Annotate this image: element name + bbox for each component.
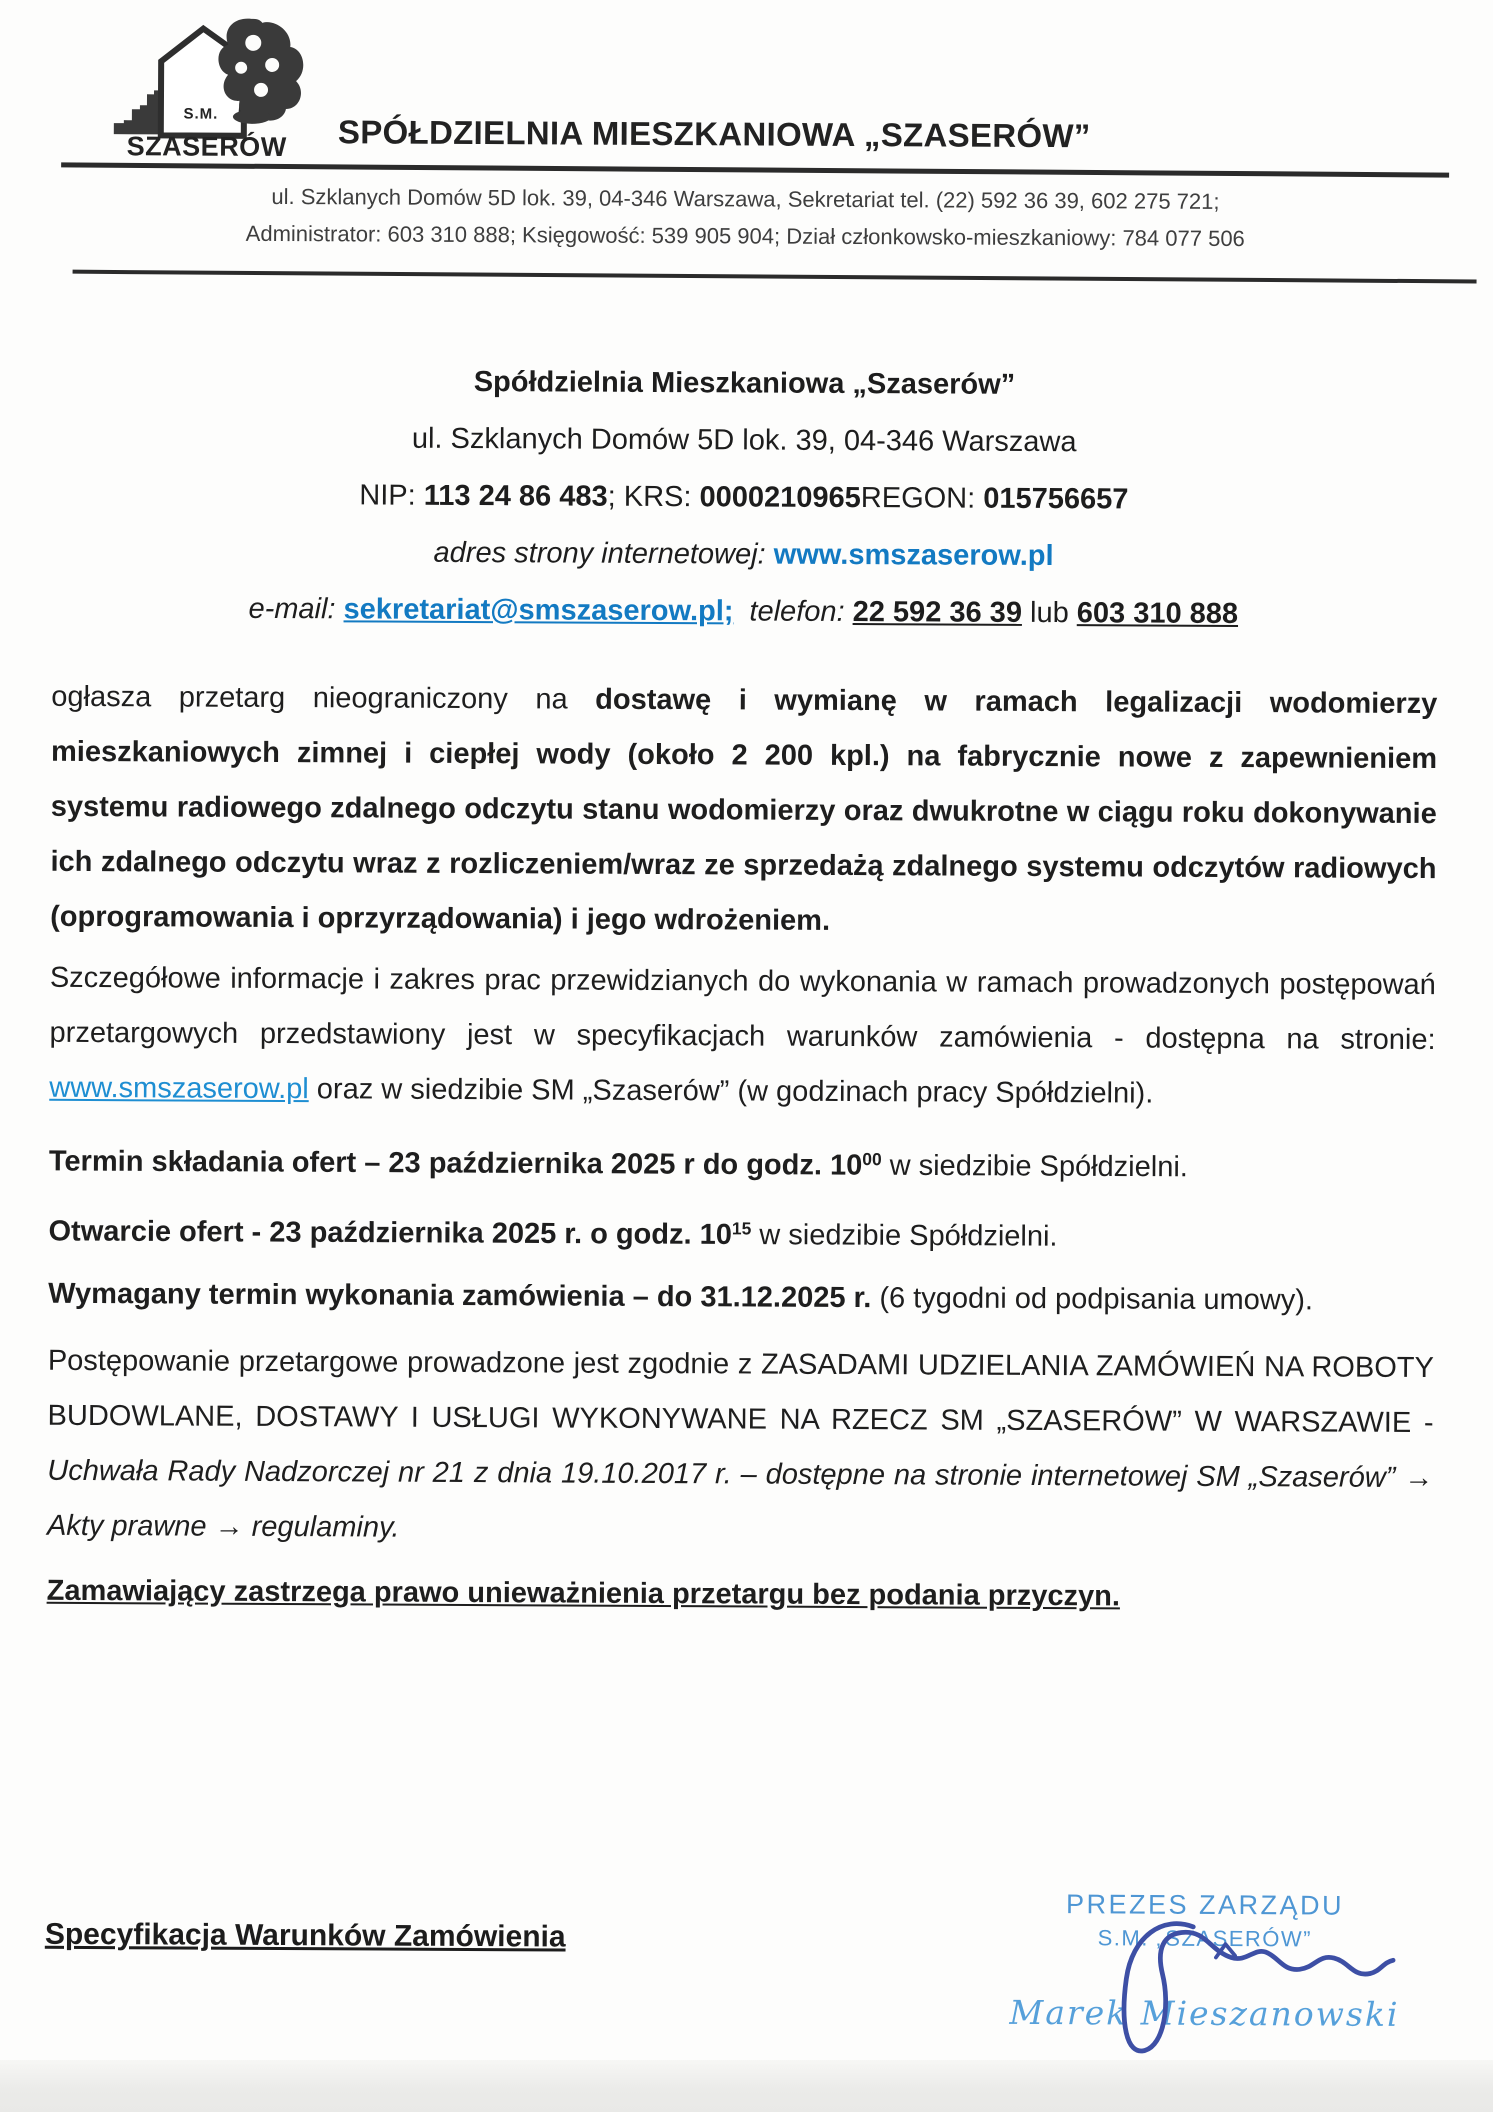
footer-spec-heading: Specyfikacja Warunków Zamówienia bbox=[44, 1917, 566, 1954]
document-body bbox=[47, 670, 1438, 1626]
announcement-intro: ogłasza przetarg nieograniczony na bbox=[51, 680, 596, 716]
stamp-org: S.M. „SZASERÓW” bbox=[1097, 1925, 1313, 1952]
phone-label: telefon: bbox=[749, 595, 853, 629]
opening-time-superscript: 15 bbox=[731, 1217, 752, 1239]
signatory-name: Marek Mieszanowski bbox=[1009, 1992, 1400, 2034]
paragraph-procedure-rules bbox=[47, 1334, 1434, 1561]
org-registry-line bbox=[0, 466, 1491, 531]
completion-regular: (6 tygodni od podpisania umowy). bbox=[871, 1282, 1314, 1317]
organization-title: SPÓŁDZIELNIA MIESZKANIOWA „SZASERÓW” bbox=[337, 113, 1091, 155]
org-name: Spółdzielnia Mieszkaniowa „Szaserów” bbox=[473, 366, 1016, 401]
paragraph-opening bbox=[48, 1197, 1434, 1266]
scan-edge-artifact bbox=[0, 2060, 1493, 2112]
org-info-block bbox=[0, 352, 1491, 645]
org-contact-line bbox=[0, 580, 1490, 645]
email-link[interactable]: sekretariat@smszaserow.pl; bbox=[343, 593, 734, 628]
email-label: e-mail: bbox=[248, 592, 344, 626]
logo-canopy-highlight-2 bbox=[265, 58, 279, 72]
krs-value: 0000210965 bbox=[699, 481, 861, 515]
logo-canopy-highlight-4 bbox=[254, 83, 268, 97]
specs-website-link[interactable]: www.smszaserow.pl bbox=[49, 1071, 309, 1106]
header-divider-bottom bbox=[73, 270, 1477, 284]
krs-label: ; KRS: bbox=[607, 480, 700, 514]
paragraph-completion-deadline bbox=[48, 1267, 1434, 1329]
opening-bold: Otwarcie ofert - 23 października 2025 r. o godz. 10 bbox=[48, 1214, 732, 1251]
paragraph-cancellation-clause bbox=[47, 1564, 1433, 1626]
paragraph-details bbox=[49, 951, 1436, 1123]
org-address: ul. Szklanych Domów 5D lok. 39, 04-346 Warszawa bbox=[411, 422, 1077, 459]
cancellation-clause-text: Zamawiający zastrzega prawo unieważnienia przetargu bez podania przyczyn. bbox=[46, 1574, 1121, 1613]
details-text-before: Szczegółowe informacje i zakres prac przewidzianych do wykonania w ramach prowadzonych postępowań przetargowych przedstawiony jest w specyfikacjach warunków zamówienia - dostępna na stronie: bbox=[49, 961, 1436, 1057]
submission-deadline-bold: Termin składania ofert – 23 października 2025 r do godz. 10 bbox=[48, 1145, 863, 1182]
logo-canopy-highlight-1 bbox=[245, 35, 261, 51]
logo-name-label: SZASERÓW bbox=[126, 131, 287, 163]
details-text-after: oraz w siedzibie SM „Szaserów” (w godzinach pracy Spółdzielni). bbox=[308, 1073, 1154, 1110]
procedure-rules-text: Postępowanie przetargowe prowadzone jest zgodnie z ZASADAMI UDZIELANIA ZAMÓWIEŃ NA ROBOTY BUDOWLANE, DOSTAWY I USŁUGI WYKONYWANE NA RZECZ SM „SZASERÓW” W WARSZAWIE - bbox=[47, 1344, 1434, 1440]
phone-secondary: 603 310 888 bbox=[1076, 597, 1239, 631]
logo-canopy-highlight-3 bbox=[235, 62, 247, 74]
phone-conjunction: lub bbox=[1021, 596, 1077, 630]
signature-main-stroke bbox=[1124, 1923, 1393, 2052]
regon-label: REGON: bbox=[860, 482, 984, 515]
procedure-resolution-reference: Uchwała Rady Nadzorczej nr 21 z dnia 19.10.2017 r. – dostępne na stronie internetowej SM „Szaserów” → Akty prawne → regulaminy. bbox=[46, 1454, 1434, 1544]
paragraph-submission-deadline bbox=[49, 1128, 1435, 1197]
submission-time-superscript: 00 bbox=[862, 1149, 882, 1170]
nip-label: NIP: bbox=[359, 479, 424, 512]
nip-value: 113 24 86 483 bbox=[423, 479, 608, 513]
org-website-line bbox=[0, 523, 1490, 588]
phone-primary: 22 592 36 39 bbox=[852, 596, 1023, 629]
website-label: adres strony internetowej: bbox=[433, 536, 774, 571]
header-address-line1: ul. Szklanych Domów 5D lok. 39, 04-346 Warszawa, Sekretariat tel. (22) 592 36 39, 602 275 721; bbox=[271, 183, 1220, 214]
opening-regular: w siedzibie Spółdzielni. bbox=[751, 1218, 1058, 1253]
website-link[interactable]: www.smszaserow.pl bbox=[773, 538, 1054, 573]
paragraph-announcement bbox=[50, 670, 1437, 952]
announcement-subject: dostawę i wymianę w ramach legalizacji wodomierzy mieszkaniowych zimnej i ciepłej wody (około 2 200 kpl.) na fabrycznie nowe z zapewnieniem systemu radiowego zdalnego odczytu stanu wodomierzy oraz dwukrotne w ciągu roku dokonywanie ich zdalnego odczytu wraz z rozliczeniem/wraz ze sprzedażą zdalnego systemu odczytów radiowych (oprogramowania i oprzyrządowania) i jego wdrożeniem. bbox=[50, 683, 1438, 937]
completion-bold: Wymagany termin wykonania zamówienia – do 31.12.2025 r. bbox=[48, 1277, 872, 1315]
header-address-line2: Administrator: 603 310 888; Księgowość: 539 905 904; Dział członkowsko-mieszkaniowy: 784 077 506 bbox=[245, 220, 1245, 252]
logo-abbr-label: S.M. bbox=[183, 105, 219, 123]
submission-deadline-regular: w siedzibie Spółdzielni. bbox=[881, 1149, 1188, 1184]
stamp-title: PREZES ZARZĄDU bbox=[1065, 1889, 1345, 1921]
regon-value: 015756657 bbox=[983, 482, 1129, 516]
signature-stamp-block bbox=[994, 1889, 1415, 2034]
